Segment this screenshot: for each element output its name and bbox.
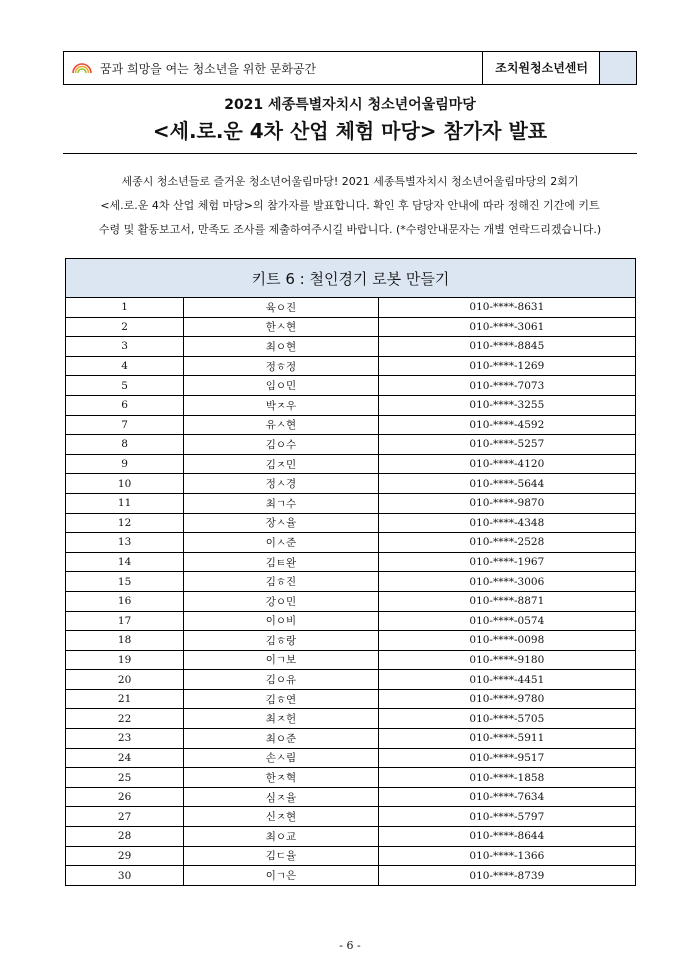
row-number: 22 bbox=[66, 709, 184, 729]
participant-name: 최ㅈ헌 bbox=[184, 709, 379, 729]
phone-number: 010-****-9180 bbox=[378, 650, 635, 670]
announcement-title: <세.로.운 4차 산업 체험 마당> 참가자 발표 bbox=[152, 119, 548, 143]
table-row bbox=[66, 415, 636, 435]
phone-number: 010-****-0574 bbox=[378, 611, 635, 631]
row-number: 9 bbox=[66, 454, 184, 474]
participant-name: 이ㄱ보 bbox=[184, 650, 379, 670]
row-number: 16 bbox=[66, 591, 184, 611]
participant-name: 김ㅇ유 bbox=[184, 670, 379, 690]
participant-name: 김ㅎ진 bbox=[184, 572, 379, 592]
slogan bbox=[72, 60, 316, 77]
event-title: 2021 세종특별자치시 청소년어울림마당 bbox=[224, 97, 476, 113]
participant-name: 최ㅇ현 bbox=[184, 337, 379, 357]
row-number: 6 bbox=[66, 395, 184, 415]
table-row bbox=[66, 689, 636, 709]
phone-number: 010-****-3255 bbox=[378, 395, 635, 415]
row-number: 23 bbox=[66, 729, 184, 749]
table-row bbox=[66, 709, 636, 729]
participant-name: 한ㅈ혁 bbox=[184, 768, 379, 788]
intro-line: <세.로.운 4차 산업 체험 마당>의 참가자를 발표합니다. 확인 후 담당자 안내에 따라 정해진 기간에 키트 bbox=[100, 199, 600, 212]
table-row bbox=[66, 454, 636, 474]
page-number: - 6 - bbox=[339, 939, 361, 952]
table-row bbox=[66, 356, 636, 376]
phone-number: 010-****-5257 bbox=[378, 435, 635, 455]
table-row bbox=[66, 376, 636, 396]
rainbow-icon bbox=[72, 63, 92, 74]
row-number: 5 bbox=[66, 376, 184, 396]
participant-name: 김ㅇ수 bbox=[184, 435, 379, 455]
participant-name: 정ㅅ경 bbox=[184, 474, 379, 494]
phone-number: 010-****-8739 bbox=[378, 866, 635, 886]
row-number: 21 bbox=[66, 689, 184, 709]
participant-name: 심ㅈ율 bbox=[184, 787, 379, 807]
participant-name: 장ㅅ율 bbox=[184, 513, 379, 533]
phone-number: 010-****-5911 bbox=[378, 729, 635, 749]
participant-name: 이ㅅ준 bbox=[184, 533, 379, 553]
intro-line: 세종시 청소년들로 즐거운 청소년어울림마당! 2021 세종특별자치시 청소년어울림마당의 2회기 bbox=[121, 175, 579, 188]
phone-number: 010-****-8631 bbox=[378, 298, 635, 318]
participant-name: 임ㅇ민 bbox=[184, 376, 379, 396]
participant-name: 한ㅅ현 bbox=[184, 317, 379, 337]
intro-paragraph bbox=[40, 170, 660, 242]
participant-name: 이ㄱ은 bbox=[184, 866, 379, 886]
table-row bbox=[66, 552, 636, 572]
row-number: 11 bbox=[66, 493, 184, 513]
row-number: 1 bbox=[66, 298, 184, 318]
phone-number: 010-****-1366 bbox=[378, 846, 635, 866]
phone-number: 010-****-7073 bbox=[378, 376, 635, 396]
intro-line: 수령 및 활동보고서, 만족도 조사를 제출하여주시길 바랍니다. (*수령안내문자는 개별 연락드리겠습니다.) bbox=[98, 223, 602, 236]
table-row bbox=[66, 787, 636, 807]
header-box bbox=[63, 51, 637, 85]
row-number: 10 bbox=[66, 474, 184, 494]
table-row bbox=[66, 768, 636, 788]
participant-name: 정ㅎ정 bbox=[184, 356, 379, 376]
participant-name: 이ㅇ비 bbox=[184, 611, 379, 631]
phone-number: 010-****-4120 bbox=[378, 454, 635, 474]
phone-number: 010-****-5797 bbox=[378, 807, 635, 827]
table-row bbox=[66, 650, 636, 670]
row-number: 14 bbox=[66, 552, 184, 572]
participant-rows bbox=[66, 298, 636, 886]
participant-name: 박ㅈ우 bbox=[184, 395, 379, 415]
phone-number: 010-****-7634 bbox=[378, 787, 635, 807]
slogan-text: 꿈과 희망을 여는 청소년을 위한 문화공간 bbox=[100, 62, 317, 76]
table-row bbox=[66, 670, 636, 690]
row-number: 24 bbox=[66, 748, 184, 768]
row-number: 28 bbox=[66, 827, 184, 847]
row-number: 27 bbox=[66, 807, 184, 827]
header-accent-cell bbox=[599, 52, 636, 84]
table-row bbox=[66, 493, 636, 513]
phone-number: 010-****-9517 bbox=[378, 748, 635, 768]
row-number: 29 bbox=[66, 846, 184, 866]
row-number: 2 bbox=[66, 317, 184, 337]
phone-number: 010-****-9870 bbox=[378, 493, 635, 513]
phone-number: 010-****-8845 bbox=[378, 337, 635, 357]
phone-number: 010-****-1858 bbox=[378, 768, 635, 788]
participant-table bbox=[65, 258, 636, 886]
participant-name: 신ㅈ현 bbox=[184, 807, 379, 827]
table-row bbox=[66, 748, 636, 768]
phone-number: 010-****-1967 bbox=[378, 552, 635, 572]
row-number: 25 bbox=[66, 768, 184, 788]
participant-name: 김ㅌ완 bbox=[184, 552, 379, 572]
participant-name: 최ㅇ교 bbox=[184, 827, 379, 847]
participant-name: 손ㅅ림 bbox=[184, 748, 379, 768]
table-row bbox=[66, 611, 636, 631]
table-row bbox=[66, 474, 636, 494]
participant-name: 김ㅈ민 bbox=[184, 454, 379, 474]
phone-number: 010-****-2528 bbox=[378, 533, 635, 553]
participant-name: 최ㄱ수 bbox=[184, 493, 379, 513]
row-number: 18 bbox=[66, 631, 184, 651]
row-number: 4 bbox=[66, 356, 184, 376]
table-row bbox=[66, 866, 636, 886]
row-number: 13 bbox=[66, 533, 184, 553]
phone-number: 010-****-8644 bbox=[378, 827, 635, 847]
participant-name: 김ㄷ율 bbox=[184, 846, 379, 866]
title-divider bbox=[63, 153, 637, 154]
row-number: 7 bbox=[66, 415, 184, 435]
row-number: 30 bbox=[66, 866, 184, 886]
phone-number: 010-****-8871 bbox=[378, 591, 635, 611]
participant-name: 김ㅎ연 bbox=[184, 689, 379, 709]
table-row bbox=[66, 513, 636, 533]
table-row bbox=[66, 572, 636, 592]
row-number: 15 bbox=[66, 572, 184, 592]
phone-number: 010-****-9780 bbox=[378, 689, 635, 709]
table-row bbox=[66, 435, 636, 455]
phone-number: 010-****-1269 bbox=[378, 356, 635, 376]
row-number: 12 bbox=[66, 513, 184, 533]
center-name: 조치원청소년센터 bbox=[482, 52, 600, 84]
table-row bbox=[66, 337, 636, 357]
participant-name: 유ㅅ현 bbox=[184, 415, 379, 435]
table-row bbox=[66, 807, 636, 827]
participant-name: 육ㅇ진 bbox=[184, 298, 379, 318]
phone-number: 010-****-4348 bbox=[378, 513, 635, 533]
table-row bbox=[66, 729, 636, 749]
row-number: 20 bbox=[66, 670, 184, 690]
table-row bbox=[66, 317, 636, 337]
phone-number: 010-****-4451 bbox=[378, 670, 635, 690]
phone-number: 010-****-3061 bbox=[378, 317, 635, 337]
row-number: 8 bbox=[66, 435, 184, 455]
phone-number: 010-****-5644 bbox=[378, 474, 635, 494]
phone-number: 010-****-3006 bbox=[378, 572, 635, 592]
table-row bbox=[66, 631, 636, 651]
participant-name: 최ㅇ준 bbox=[184, 729, 379, 749]
table-row bbox=[66, 298, 636, 318]
row-number: 17 bbox=[66, 611, 184, 631]
row-number: 3 bbox=[66, 337, 184, 357]
phone-number: 010-****-0098 bbox=[378, 631, 635, 651]
table-row bbox=[66, 533, 636, 553]
participant-name: 김ㅎ랑 bbox=[184, 631, 379, 651]
row-number: 19 bbox=[66, 650, 184, 670]
participant-name: 강ㅇ민 bbox=[184, 591, 379, 611]
row-number: 26 bbox=[66, 787, 184, 807]
phone-number: 010-****-5705 bbox=[378, 709, 635, 729]
phone-number: 010-****-4592 bbox=[378, 415, 635, 435]
table-row bbox=[66, 395, 636, 415]
table-row bbox=[66, 591, 636, 611]
table-row bbox=[66, 827, 636, 847]
table-row bbox=[66, 846, 636, 866]
kit-title: 키트 6 : 철인경기 로봇 만들기 bbox=[66, 259, 636, 298]
